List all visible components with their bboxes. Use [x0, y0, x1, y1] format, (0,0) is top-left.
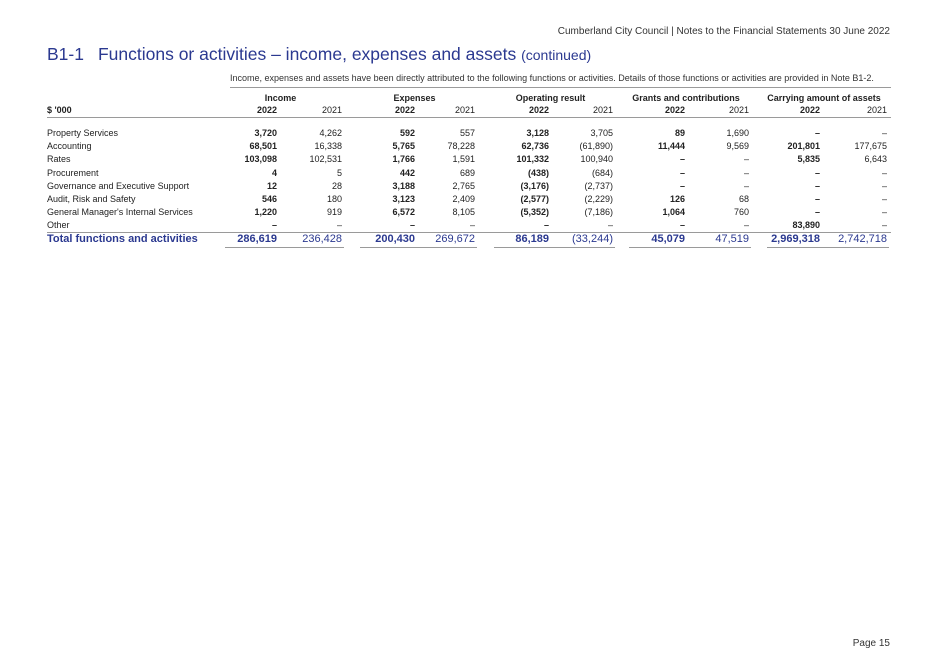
table-cell: – — [679, 168, 685, 178]
section-code: B1-1 — [47, 44, 84, 64]
total-cell: 200,430 — [375, 233, 415, 245]
table-cell: 1,690 — [726, 128, 749, 138]
table-cell: 3,188 — [392, 181, 415, 191]
table-cell: 6,643 — [864, 154, 887, 164]
table-cell: 4 — [271, 168, 277, 178]
table-cell: 100,940 — [580, 154, 613, 164]
row-label: Rates — [47, 154, 71, 164]
table-cell: 78,228 — [447, 141, 475, 151]
table-cell: 103,098 — [244, 154, 277, 164]
table-cell: 126 — [669, 194, 685, 204]
column-year-header: 2021 — [321, 105, 342, 115]
table-cell: – — [743, 154, 749, 164]
row-label: Audit, Risk and Safety — [47, 194, 136, 204]
table-cell: – — [814, 168, 820, 178]
section-title — [47, 44, 591, 65]
column-year-header: 2021 — [454, 105, 475, 115]
total-cell: 47,519 — [715, 233, 749, 245]
total-row-label: Total functions and activities — [47, 233, 198, 245]
row-label: Other — [47, 220, 70, 230]
total-cell: 2,969,318 — [771, 233, 820, 245]
table-cell: 68,501 — [249, 141, 277, 151]
table-cell: 919 — [326, 207, 342, 217]
column-group-header: Expenses — [393, 93, 436, 103]
total-group-underline — [767, 247, 889, 248]
table-cell: – — [814, 194, 820, 204]
table-cell: – — [814, 128, 820, 138]
column-year-header: 2022 — [664, 105, 685, 115]
table-cell: 201,801 — [787, 141, 820, 151]
table-cell: 5 — [336, 168, 342, 178]
document-header: Cumberland City Council | Notes to the Financial Statements 30 June 2022 — [557, 26, 890, 37]
table-cell: 101,332 — [516, 154, 549, 164]
table-cell: (2,577) — [520, 194, 549, 204]
table-cell: – — [881, 194, 887, 204]
table-cell: 62,736 — [521, 141, 549, 151]
table-cell: 8,105 — [452, 207, 475, 217]
row-label: Governance and Executive Support — [47, 181, 190, 191]
table-cell: – — [881, 128, 887, 138]
intro-divider — [230, 87, 891, 88]
table-cell: 180 — [326, 194, 342, 204]
table-cell: 12 — [266, 181, 277, 191]
table-cell: 6,572 — [392, 207, 415, 217]
section-title-text: Functions or activities – income, expenses and assets — [97, 44, 517, 64]
table-cell: – — [743, 181, 749, 191]
column-group-header: Operating result — [515, 93, 586, 103]
table-cell: 28 — [331, 181, 342, 191]
table-cell: (684) — [591, 168, 613, 178]
total-group-underline — [225, 247, 344, 248]
total-group-underline — [629, 247, 751, 248]
intro-text: Income, expenses and assets have been directly attributed to the following functions or activities. Details of those functions or activities are provided in Note B1-2. — [230, 73, 874, 83]
header-divider — [47, 117, 891, 118]
table-cell: 592 — [399, 128, 415, 138]
table-cell: – — [336, 220, 342, 230]
column-group-header: Income — [264, 93, 297, 103]
table-cell: – — [679, 154, 685, 164]
table-cell: – — [881, 181, 887, 191]
table-cell: – — [814, 181, 820, 191]
table-cell: 557 — [459, 128, 475, 138]
total-cell: 86,189 — [515, 233, 549, 245]
total-group-underline — [494, 247, 615, 248]
row-label: Accounting — [47, 141, 92, 151]
total-group-underline — [360, 247, 477, 248]
unit-label: $ '000 — [47, 105, 72, 115]
table-cell: (61,890) — [579, 141, 613, 151]
table-cell: 1,591 — [452, 154, 475, 164]
table-cell: 68 — [738, 194, 749, 204]
column-year-header: 2022 — [799, 105, 820, 115]
total-cell: 236,428 — [302, 233, 342, 245]
column-year-header: 2022 — [528, 105, 549, 115]
total-cell: (33,244) — [572, 233, 613, 245]
column-year-header: 2022 — [256, 105, 277, 115]
row-label: Property Services — [47, 128, 119, 138]
column-year-header: 2022 — [394, 105, 415, 115]
table-cell: – — [881, 220, 887, 230]
table-cell: – — [814, 207, 820, 217]
table-cell: – — [469, 220, 475, 230]
table-cell: – — [679, 220, 685, 230]
table-cell: – — [607, 220, 613, 230]
table-cell: – — [679, 181, 685, 191]
table-cell: 1,766 — [392, 154, 415, 164]
table-cell: (2,229) — [584, 194, 613, 204]
table-cell: (3,176) — [520, 181, 549, 191]
column-year-header: 2021 — [728, 105, 749, 115]
table-cell: (2,737) — [584, 181, 613, 191]
table-cell: 546 — [261, 194, 277, 204]
table-cell: – — [743, 220, 749, 230]
table-cell: 689 — [459, 168, 475, 178]
table-cell: 442 — [399, 168, 415, 178]
table-cell: (5,352) — [520, 207, 549, 217]
table-cell: 83,890 — [792, 220, 820, 230]
table-cell: 2,409 — [452, 194, 475, 204]
table-cell: (438) — [527, 168, 549, 178]
table-cell: 3,123 — [392, 194, 415, 204]
table-cell: – — [881, 207, 887, 217]
table-cell: 3,128 — [526, 128, 549, 138]
total-cell: 286,619 — [237, 233, 277, 245]
table-cell: 2,765 — [452, 181, 475, 191]
table-cell: 3,705 — [590, 128, 613, 138]
table-cell: 11,444 — [657, 141, 685, 151]
table-cell: – — [409, 220, 415, 230]
table-cell: 760 — [733, 207, 749, 217]
table-cell: 5,835 — [797, 154, 820, 164]
table-cell: 9,569 — [726, 141, 749, 151]
table-cell: 177,675 — [854, 141, 887, 151]
column-year-header: 2021 — [866, 105, 887, 115]
table-cell: 102,531 — [309, 154, 342, 164]
total-cell: 269,672 — [435, 233, 475, 245]
table-cell: 3,720 — [254, 128, 277, 138]
table-cell: 16,338 — [314, 141, 342, 151]
table-cell: 5,765 — [392, 141, 415, 151]
column-group-header: Grants and contributions — [632, 93, 740, 103]
table-cell: 1,064 — [662, 207, 685, 217]
column-year-header: 2021 — [592, 105, 613, 115]
total-cell: 2,742,718 — [838, 233, 887, 245]
row-label: General Manager's Internal Services — [47, 207, 193, 217]
table-cell: – — [543, 220, 549, 230]
section-continued: (continued) — [521, 47, 592, 63]
total-cell: 45,079 — [651, 233, 685, 245]
table-cell: (7,186) — [584, 207, 613, 217]
table-cell: 89 — [674, 128, 685, 138]
page-number: Page 15 — [852, 638, 890, 649]
table-cell: – — [881, 168, 887, 178]
row-label: Procurement — [47, 168, 99, 178]
table-cell: 4,262 — [319, 128, 342, 138]
table-cell: – — [743, 168, 749, 178]
column-group-header: Carrying amount of assets — [767, 93, 881, 103]
table-cell: – — [271, 220, 277, 230]
table-cell: 1,220 — [254, 207, 277, 217]
